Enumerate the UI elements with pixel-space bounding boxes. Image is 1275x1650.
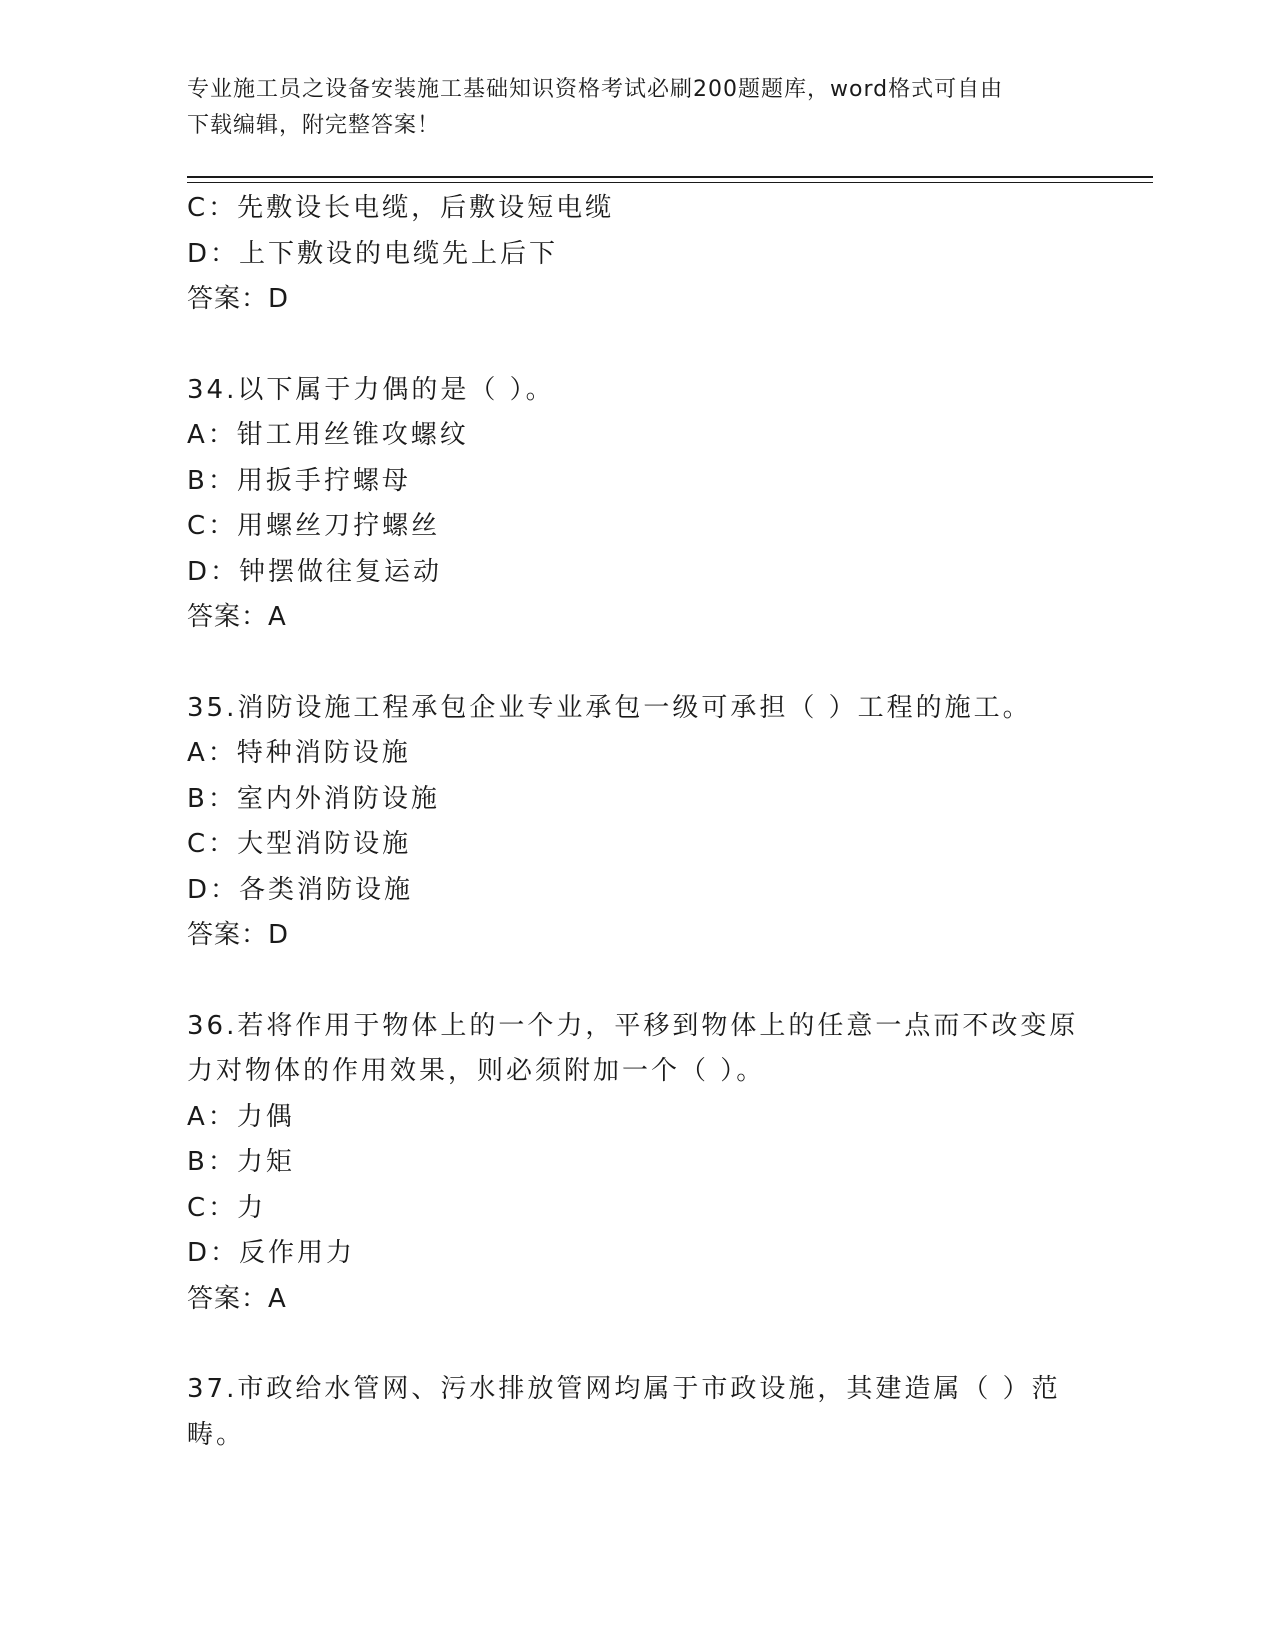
answer-line: 答案：A [187,602,287,632]
question-34 [187,368,1087,641]
question-33-continued [187,186,1087,323]
question-stem: 34.以下属于力偶的是（ ）。 [187,374,555,405]
header-divider-thick [187,176,1153,178]
spacer [187,641,1087,686]
option-d: D：钟摆做往复运动 [187,556,443,587]
question-stem-line-1: 37.市政给水管网、污水排放管网均属于市政设施，其建造属（ ）范 [187,1374,1061,1404]
spacer [187,959,1087,1004]
option-d: D：各类消防设施 [187,874,414,905]
question-stem: 35.消防设施工程承包企业专业承包一级可承担（ ）工程的施工。 [187,692,1032,723]
document-body [187,186,1087,1458]
question-36 [187,1004,1087,1323]
option-d: D：反作用力 [187,1238,356,1268]
question-35 [187,686,1087,959]
option-b: B：用扳手拧螺母 [187,465,411,496]
document-header [187,72,1067,144]
option-b: B：力矩 [187,1147,295,1177]
option-c: C：大型消防设施 [187,829,412,859]
question-stem-line-2: 畴。 [187,1419,246,1450]
header-divider-thin [187,182,1153,183]
spacer [187,323,1087,368]
answer-line: 答案：D [187,920,290,950]
answer-line: 答案：A [187,1283,287,1314]
option-b: B：室内外消防设施 [187,783,440,814]
option-c: C：用螺丝刀拧螺丝 [187,511,441,541]
header-title-line-2: 下载编辑，附完整答案！ [187,113,441,138]
option-d: D：上下敷设的电缆先上后下 [187,238,559,269]
answer-line: 答案：D [187,284,290,314]
option-c: C：力 [187,1192,267,1223]
option-a: A：力偶 [187,1101,295,1132]
option-c: C：先敷设长电缆，后敷设短电缆 [187,193,615,223]
question-stem-line-1: 36.若将作用于物体上的一个力，平移到物体上的任意一点而不改变原 [187,1010,1079,1041]
header-title-line-1: 专业施工员之设备安装施工基础知识资格考试必刷200题题库，word格式可自由 [187,77,1004,102]
question-stem-line-2: 力对物体的作用效果，则必须附加一个（ ）。 [187,1056,766,1086]
spacer [187,1322,1087,1367]
question-37 [187,1367,1087,1458]
option-a: A：特种消防设施 [187,738,411,768]
option-a: A：钳工用丝锥攻螺纹 [187,420,469,450]
